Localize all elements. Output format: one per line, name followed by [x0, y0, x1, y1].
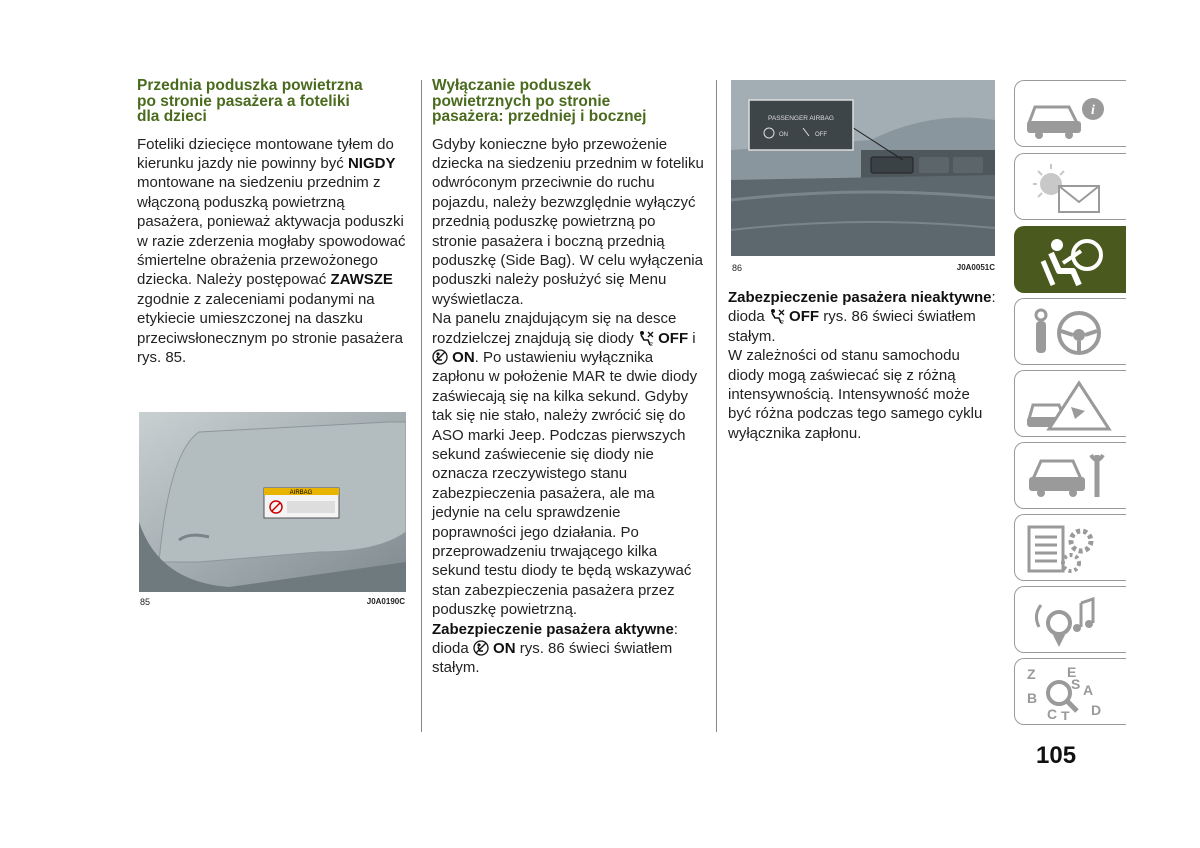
- column-3: [728, 288, 996, 443]
- car-wrench-icon: [1023, 449, 1113, 504]
- column-divider: [421, 80, 422, 732]
- airbag-icon: [1023, 233, 1113, 288]
- panel-title-text: PASSENGER AIRBAG: [768, 115, 834, 122]
- column-2: [432, 78, 704, 678]
- tab-multimedia[interactable]: [1014, 586, 1126, 653]
- figure-code: J0A0051C: [956, 263, 995, 272]
- figure-86-caption: [732, 263, 995, 273]
- index-letter: D: [1091, 702, 1102, 718]
- index-letter: B: [1027, 690, 1038, 706]
- figure-number: 86: [732, 263, 743, 273]
- panel-on-text: ON: [779, 132, 788, 138]
- svg-text:2: 2: [780, 320, 784, 325]
- sun-visor-illustration: [139, 412, 406, 592]
- figure-85-caption: [140, 597, 405, 607]
- tab-index[interactable]: [1014, 658, 1126, 725]
- tab-lights-messages[interactable]: [1014, 153, 1126, 220]
- paragraph: Na panelu znajdującym się na desce rozdzielczej znajdują się diody 2 OFF i ON. Po ustawieniu wyłącznika zapłonu w położenie MAR te dwie diody zaświecają się na kilka sekund. Gdyby tak się nie stało, należy zwrócić się do ASO marki Jeep. Podczas pierwszych sekund zaświecenie się diody nie oznacza rzeczywistego stanu zabezpieczenia pasażera, ale ma jedynie na celu sprawdzenie poprawności jego działania. Po przeprowadzeniu trwającego kilka sekund testu diody te będą wskazywać stan zabezpieczenia pasażera przez poduszkę powietrzną.: [432, 310, 698, 619]
- tab-technical-data[interactable]: [1014, 514, 1126, 581]
- index-letter: A: [1083, 682, 1094, 698]
- figure-code: J0A0190C: [366, 597, 405, 606]
- tab-emergency[interactable]: [1014, 370, 1126, 437]
- car-info-icon: [1023, 87, 1113, 142]
- column-divider: [716, 80, 717, 732]
- index-letter: Z: [1027, 666, 1036, 682]
- index-search-icon: [1023, 665, 1113, 720]
- page-number: 105: [1036, 742, 1077, 769]
- column-1: [137, 78, 409, 367]
- paragraph: Gdyby konieczne było przewożenie dziecka na siedzeniu przednim w foteliku odwróconym przeciwnie do ruchu pojazdu, należy bezwzględnie wyłączyć przednią poduszkę powietrzną po stronie pasażera i boczną przednią poduszkę (Side Bag). W celu wyłączenia poduszki należy posłużyć się Menu wyświetlacza.: [432, 135, 704, 308]
- svg-text:i: i: [1091, 103, 1095, 118]
- figure-85-image: [139, 412, 406, 592]
- tab-starting-driving[interactable]: [1014, 298, 1126, 365]
- paragraph: W zależności od stanu samochodu diody mogą zaświecać się z różną intensywnością. Intensywność może być różna podczas tego samego cyklu wyłącznika zapłonu.: [728, 347, 983, 442]
- multimedia-icon: [1023, 593, 1113, 648]
- svg-text:2: 2: [649, 341, 653, 346]
- figure-number: 85: [140, 597, 151, 607]
- tab-safety[interactable]: [1014, 226, 1126, 293]
- key-steering-wheel-icon: [1023, 305, 1113, 360]
- warning-car-icon: [1023, 377, 1113, 432]
- airbag-on-icon: [432, 349, 448, 365]
- specs-gear-icon: [1023, 521, 1113, 576]
- sun-envelope-icon: [1023, 160, 1113, 215]
- paragraph: Foteliki dziecięce montowane tyłem do kierunku jazdy nie powinny być NIGDY montowane na siedzeniu przednim z włączoną poduszką powietrzną pasażera, ponieważ aktywacja poduszki w razie zderzenia mogłaby spowodować śmiertelne obrażenia przewożonego dziecka. Należy postępować ZAWSZE zgodnie z zaleceniami podanymi na etykiecie umieszczonej na daszku przeciwsłonecznym po stronie pasażera rys. 85.: [137, 135, 406, 366]
- dashboard-panel-illustration: [731, 80, 995, 256]
- tab-car-info[interactable]: [1014, 80, 1126, 147]
- tab-maintenance[interactable]: [1014, 442, 1126, 509]
- index-letter: E: [1067, 665, 1077, 680]
- airbag-on-icon: [473, 640, 489, 656]
- figure-86-image: [731, 80, 995, 256]
- airbag-off-icon: [769, 308, 785, 324]
- section-heading: Przednia poduszka powietrzna po stronie pasażera a foteliki dla dzieci: [137, 77, 363, 125]
- index-letter: T: [1061, 708, 1070, 720]
- index-letter: S: [1071, 676, 1081, 692]
- section-heading: Wyłączanie poduszek powietrznych po stronie pasażera: przedniej i bocznej: [432, 77, 647, 125]
- paragraph: Zabezpieczenie pasażera nieaktywne: dioda 2 OFF rys. 86 świeci światłem stałym.: [728, 289, 996, 345]
- airbag-off-icon: [638, 330, 654, 346]
- airbag-label-text: AIRBAG: [289, 490, 313, 496]
- index-letter: C: [1047, 706, 1058, 720]
- panel-off-text: OFF: [815, 132, 827, 138]
- paragraph: Zabezpieczenie pasażera aktywne: dioda ON rys. 86 świeci światłem stałym.: [432, 620, 678, 677]
